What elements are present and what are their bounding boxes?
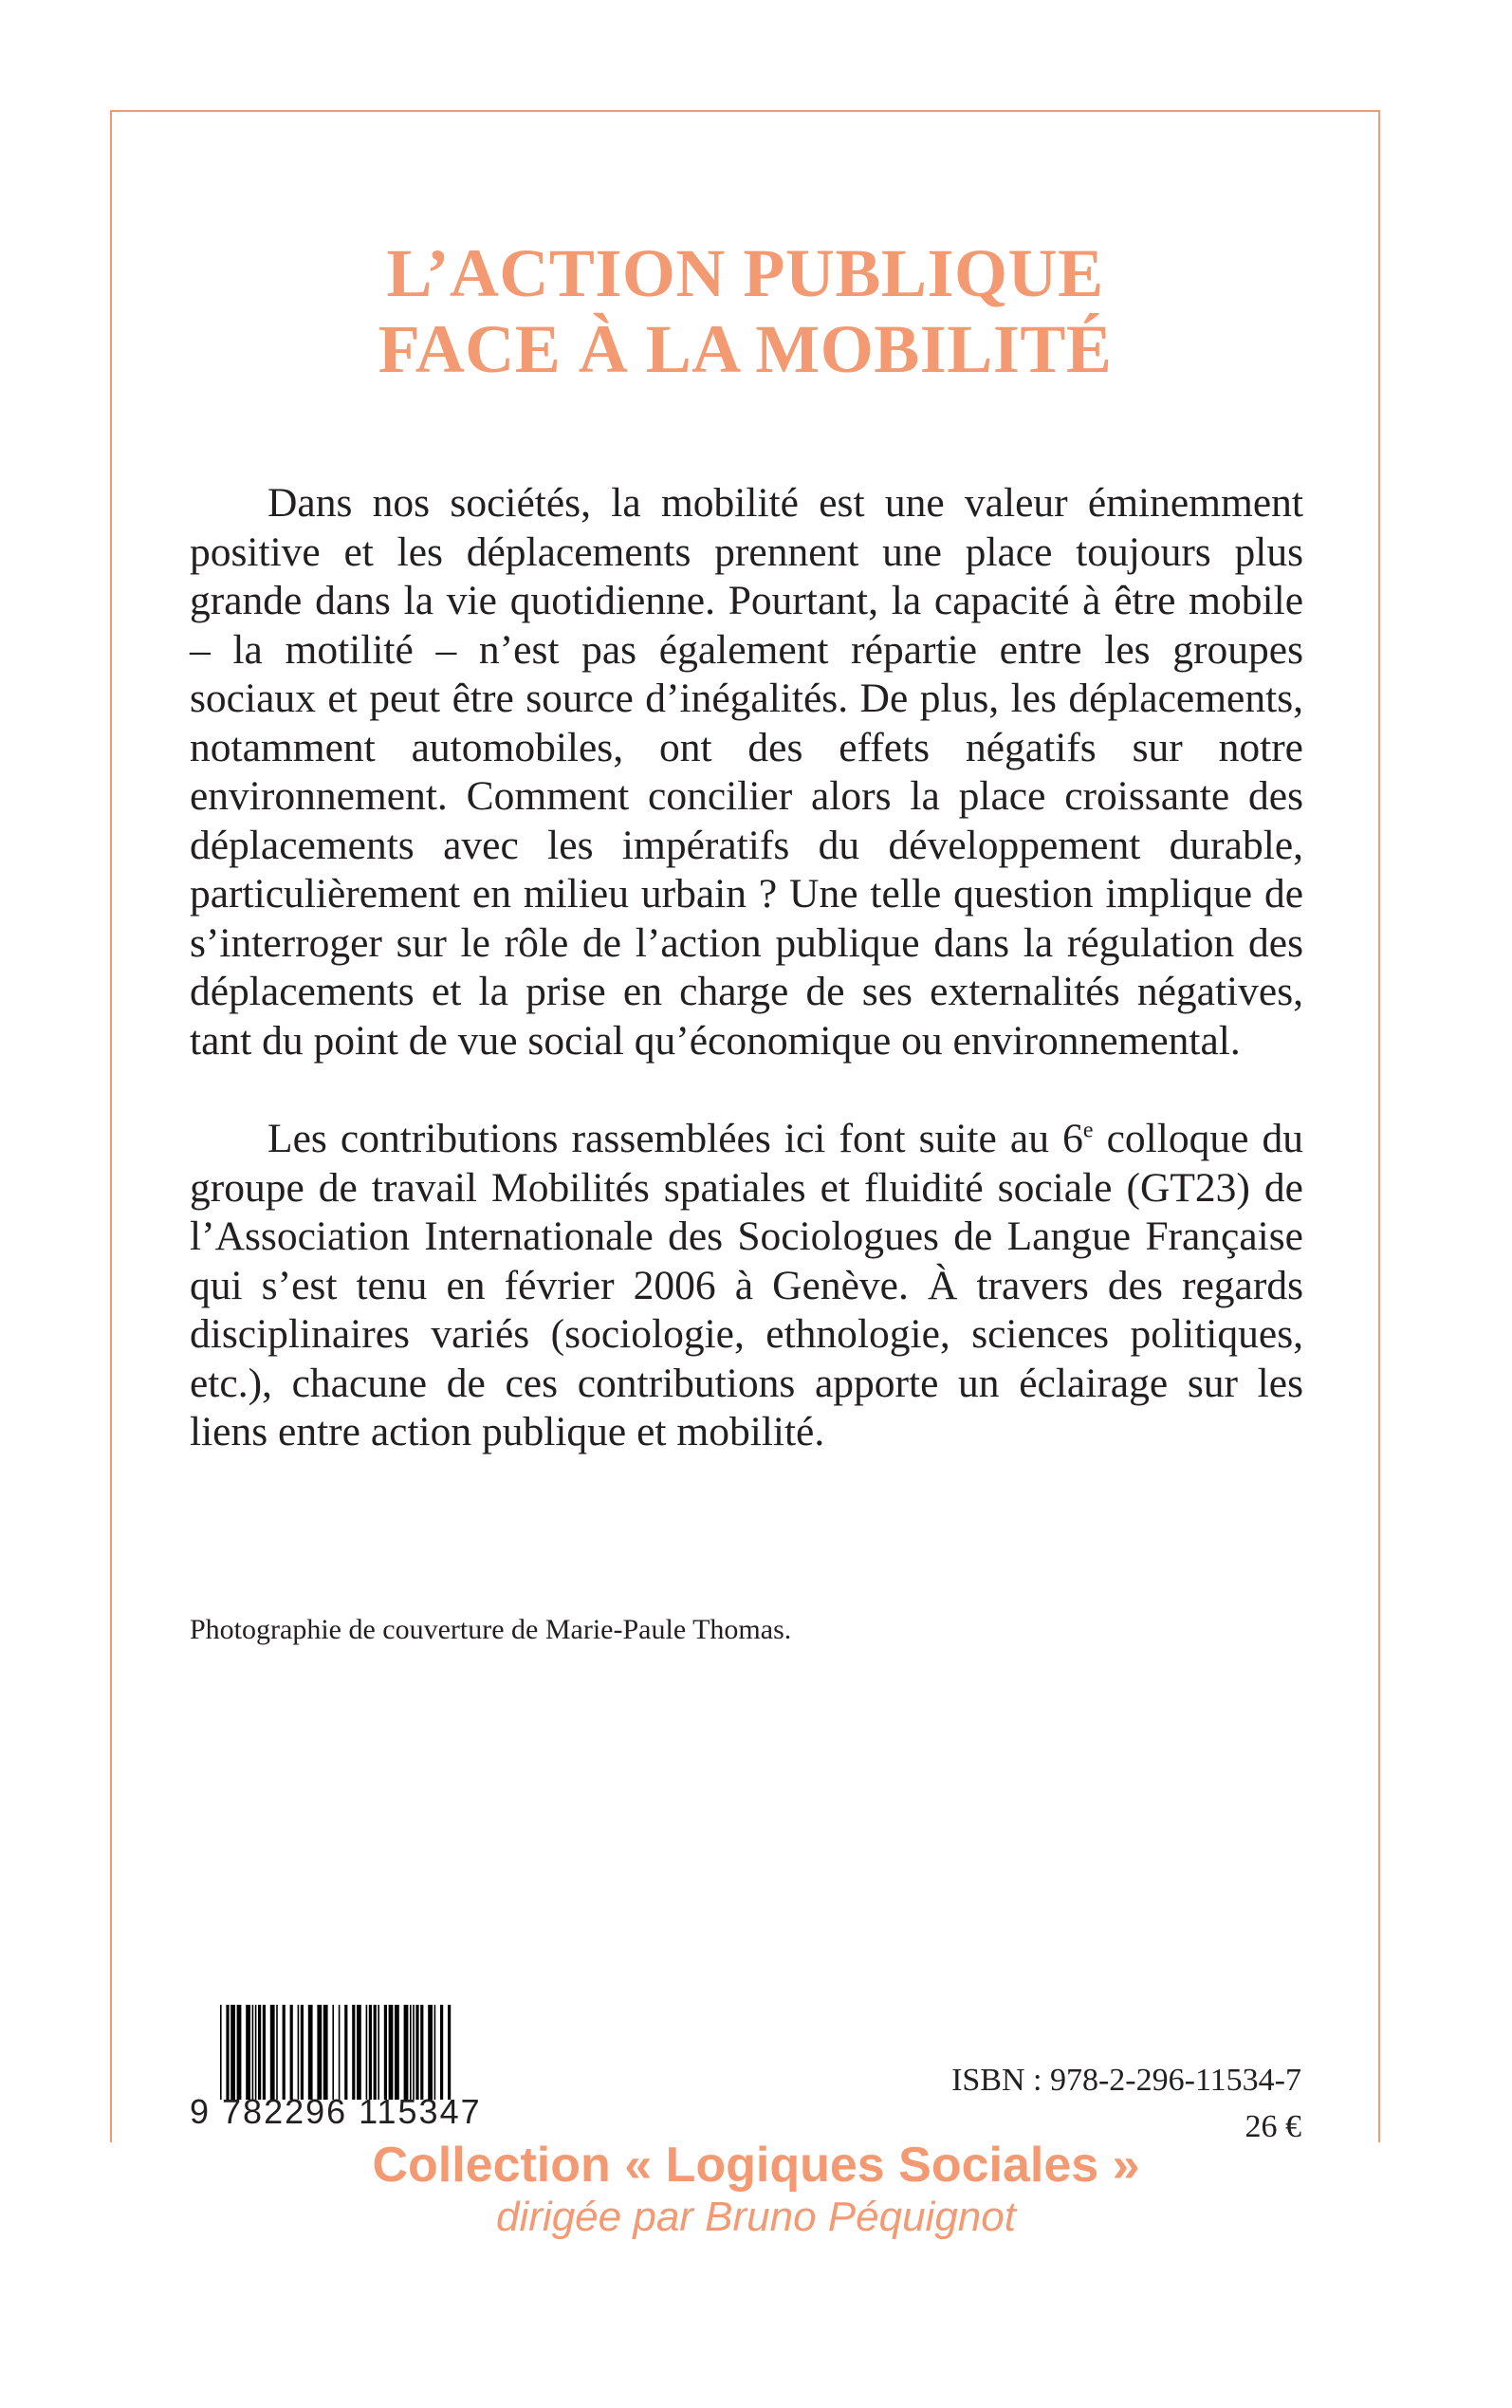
barcode-bar <box>352 2005 355 2100</box>
barcode-bar <box>263 2005 266 2100</box>
barcode-bar <box>389 2005 394 2100</box>
barcode-bar <box>290 2005 293 2100</box>
back-cover-blurb <box>190 479 1303 1457</box>
collection-director: dirigée par Bruno Péquignot <box>496 2194 1016 2240</box>
barcode-bar <box>298 2005 300 2100</box>
barcode-bar <box>410 2005 412 2100</box>
barcode-bar <box>420 2005 423 2100</box>
barcode-bar <box>226 2005 229 2100</box>
blurb-paragraph-2-end: colloque du groupe de travail Mobilités spatiales et fluidité sociale (GT23) de l’Association Internationale des Sociologues de Langue Française qui s’est tenu en février 2006 à Genève. À travers des regards disciplinaires variés (sociologie, ethnologie, sciences politiques, etc.), chacune de ces contributions apporte un éclairage sur les liens entre action publique et mobilité. <box>190 1116 1303 1454</box>
blurb-paragraph-2-start: Les contributions rassemblées ici font suite au 6 <box>267 1116 1083 1161</box>
barcode-bar <box>332 2005 334 2100</box>
barcode-bar <box>339 2005 341 2100</box>
collection-name: Collection « Logiques Sociales » <box>372 2138 1140 2193</box>
barcode-bar <box>369 2005 372 2100</box>
blurb-paragraph-1: Dans nos sociétés, la mobilité est une valeur éminemment positive et les déplacements prennent une place toujours plus grande dans la vie quotidienne. Pourtant, la capacité à être mobile – la motilité – n’est pas également répartie entre les groupes sociaux et peut être source d’inégalités. De plus, les déplacements, notamment automobiles, ont des effets négatifs sur notre environnement. Comment concilier alors la place croissante des déplacements avec les impératifs du développement durable, particulièrement en milieu urbain ? Une telle question implique de s’interroger sur le rôle de l’action publique dans la régulation des déplacements et la prise en charge de ses externalités négatives, tant du point de vue social qu’économique ou environnemental. <box>190 480 1303 1064</box>
barcode-bar <box>230 2005 235 2100</box>
isbn-number: ISBN : 978-2-296-11534-7 <box>951 2063 1301 2098</box>
barcode-bar <box>308 2005 313 2100</box>
isbn-barcode <box>218 2005 556 2100</box>
barcode-bar <box>413 2005 415 2100</box>
barcode-bar <box>357 2005 361 2100</box>
barcode-bar <box>374 2005 377 2100</box>
barcode-bar <box>317 2005 322 2100</box>
barcode-bar <box>270 2005 275 2100</box>
barcode-bar <box>323 2005 328 2100</box>
barcode-bar <box>283 2005 286 2100</box>
barcode-bar <box>258 2005 261 2100</box>
barcode-digits: 9 782296 115347 <box>190 2092 482 2131</box>
ordinal-superscript: e <box>1082 1118 1094 1143</box>
barcode-bar <box>301 2005 304 2100</box>
photo-credit: Photographie de couverture de Marie-Paule Thomas. <box>190 1614 792 1645</box>
barcode-bar <box>366 2005 368 2100</box>
barcode-bar <box>276 2005 278 2100</box>
barcode-bar <box>404 2005 409 2100</box>
barcode-bar <box>378 2005 379 2100</box>
barcode-bar <box>344 2005 347 2100</box>
blurb-paragraph-2 <box>190 1115 1303 1457</box>
barcode-bar <box>384 2005 387 2100</box>
barcode-bar <box>395 2005 399 2100</box>
barcode-bar <box>252 2005 254 2100</box>
barcode-bar <box>246 2005 250 2100</box>
price: 26 € <box>1245 2109 1301 2144</box>
barcode-bar <box>237 2005 242 2100</box>
barcode-bar <box>428 2005 433 2100</box>
barcode-bar <box>434 2005 436 2100</box>
barcode-bar <box>220 2005 222 2100</box>
book-title <box>110 235 1380 387</box>
barcode-bar <box>255 2005 257 2100</box>
barcode-bar <box>415 2005 418 2100</box>
title-line-2: FACE À LA MOBILITÉ <box>378 311 1113 387</box>
title-line-1: L’ACTION PUBLIQUE <box>386 235 1104 311</box>
barcode-bar <box>448 2005 451 2100</box>
barcode-bar <box>440 2005 443 2100</box>
